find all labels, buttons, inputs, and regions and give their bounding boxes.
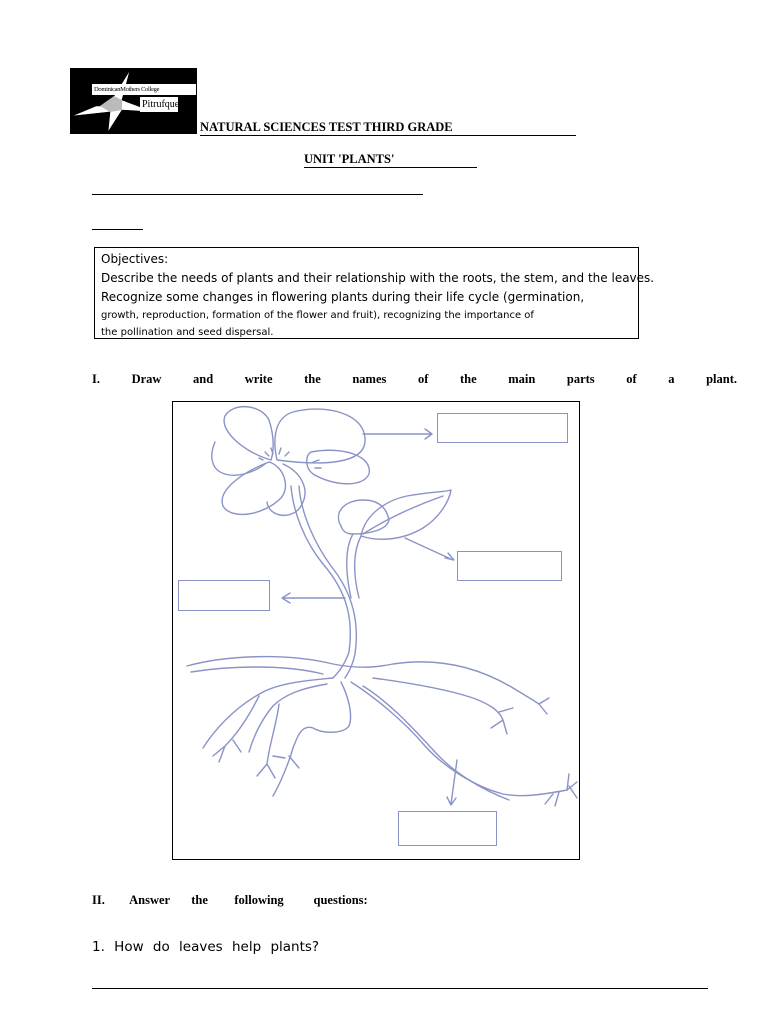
instruction-word: of [417,372,429,386]
plant-drawing [173,402,581,861]
section-1-number: I. [92,372,100,386]
question-1: 1. How do leaves help plants? [92,939,320,955]
instruction-word: plant. [706,372,737,386]
answer-line-1[interactable] [92,988,708,989]
unit-title: UNIT 'PLANTS' [304,151,477,168]
name-blank-line[interactable] [92,194,423,195]
root-label-box[interactable] [398,811,497,846]
objective-line-4: the pollination and seed dispersal. [101,327,274,338]
section-1-instruction [92,372,737,387]
objective-line-1: Describe the needs of plants and their relationship with the roots, the stem, and the leaves. [101,271,655,285]
instruction-word: questions: [313,893,368,907]
instruction-word: of [626,372,637,386]
instruction-word: write [244,372,273,386]
instruction-word: Answer [129,893,171,907]
section-2-instruction [92,893,368,908]
instruction-word: the [304,372,321,386]
school-logo [70,68,197,134]
objective-line-3: growth, reproduction, formation of the flower and fruit), recognizing the importance of [101,310,534,321]
plant-diagram [172,401,580,860]
objectives-heading: Objectives: [101,252,169,266]
test-title: NATURAL SCIENCES TEST THIRD GRADE [200,119,576,136]
objective-line-2: Recognize some changes in flowering plants during their life cycle (germination, [101,290,585,304]
instruction-word: following [234,893,284,907]
instruction-word: main [508,372,536,386]
objectives-box [94,247,655,339]
leaf-label-box[interactable] [457,551,562,581]
instruction-word: a [668,372,675,386]
stem-label-box[interactable] [178,580,270,611]
instruction-word: the [459,372,477,386]
instruction-word: parts [566,372,595,386]
date-blank-line[interactable] [92,229,143,230]
section-2-number: II. [92,893,105,907]
logo-school-name: DominicanMothers College [94,86,160,93]
logo-place-name: Pitrufque [142,99,180,110]
instruction-word: and [193,372,214,386]
flower-label-box[interactable] [437,413,568,443]
instruction-word: the [191,893,208,907]
instruction-word: Draw [131,372,162,386]
instruction-word: names [352,372,387,386]
